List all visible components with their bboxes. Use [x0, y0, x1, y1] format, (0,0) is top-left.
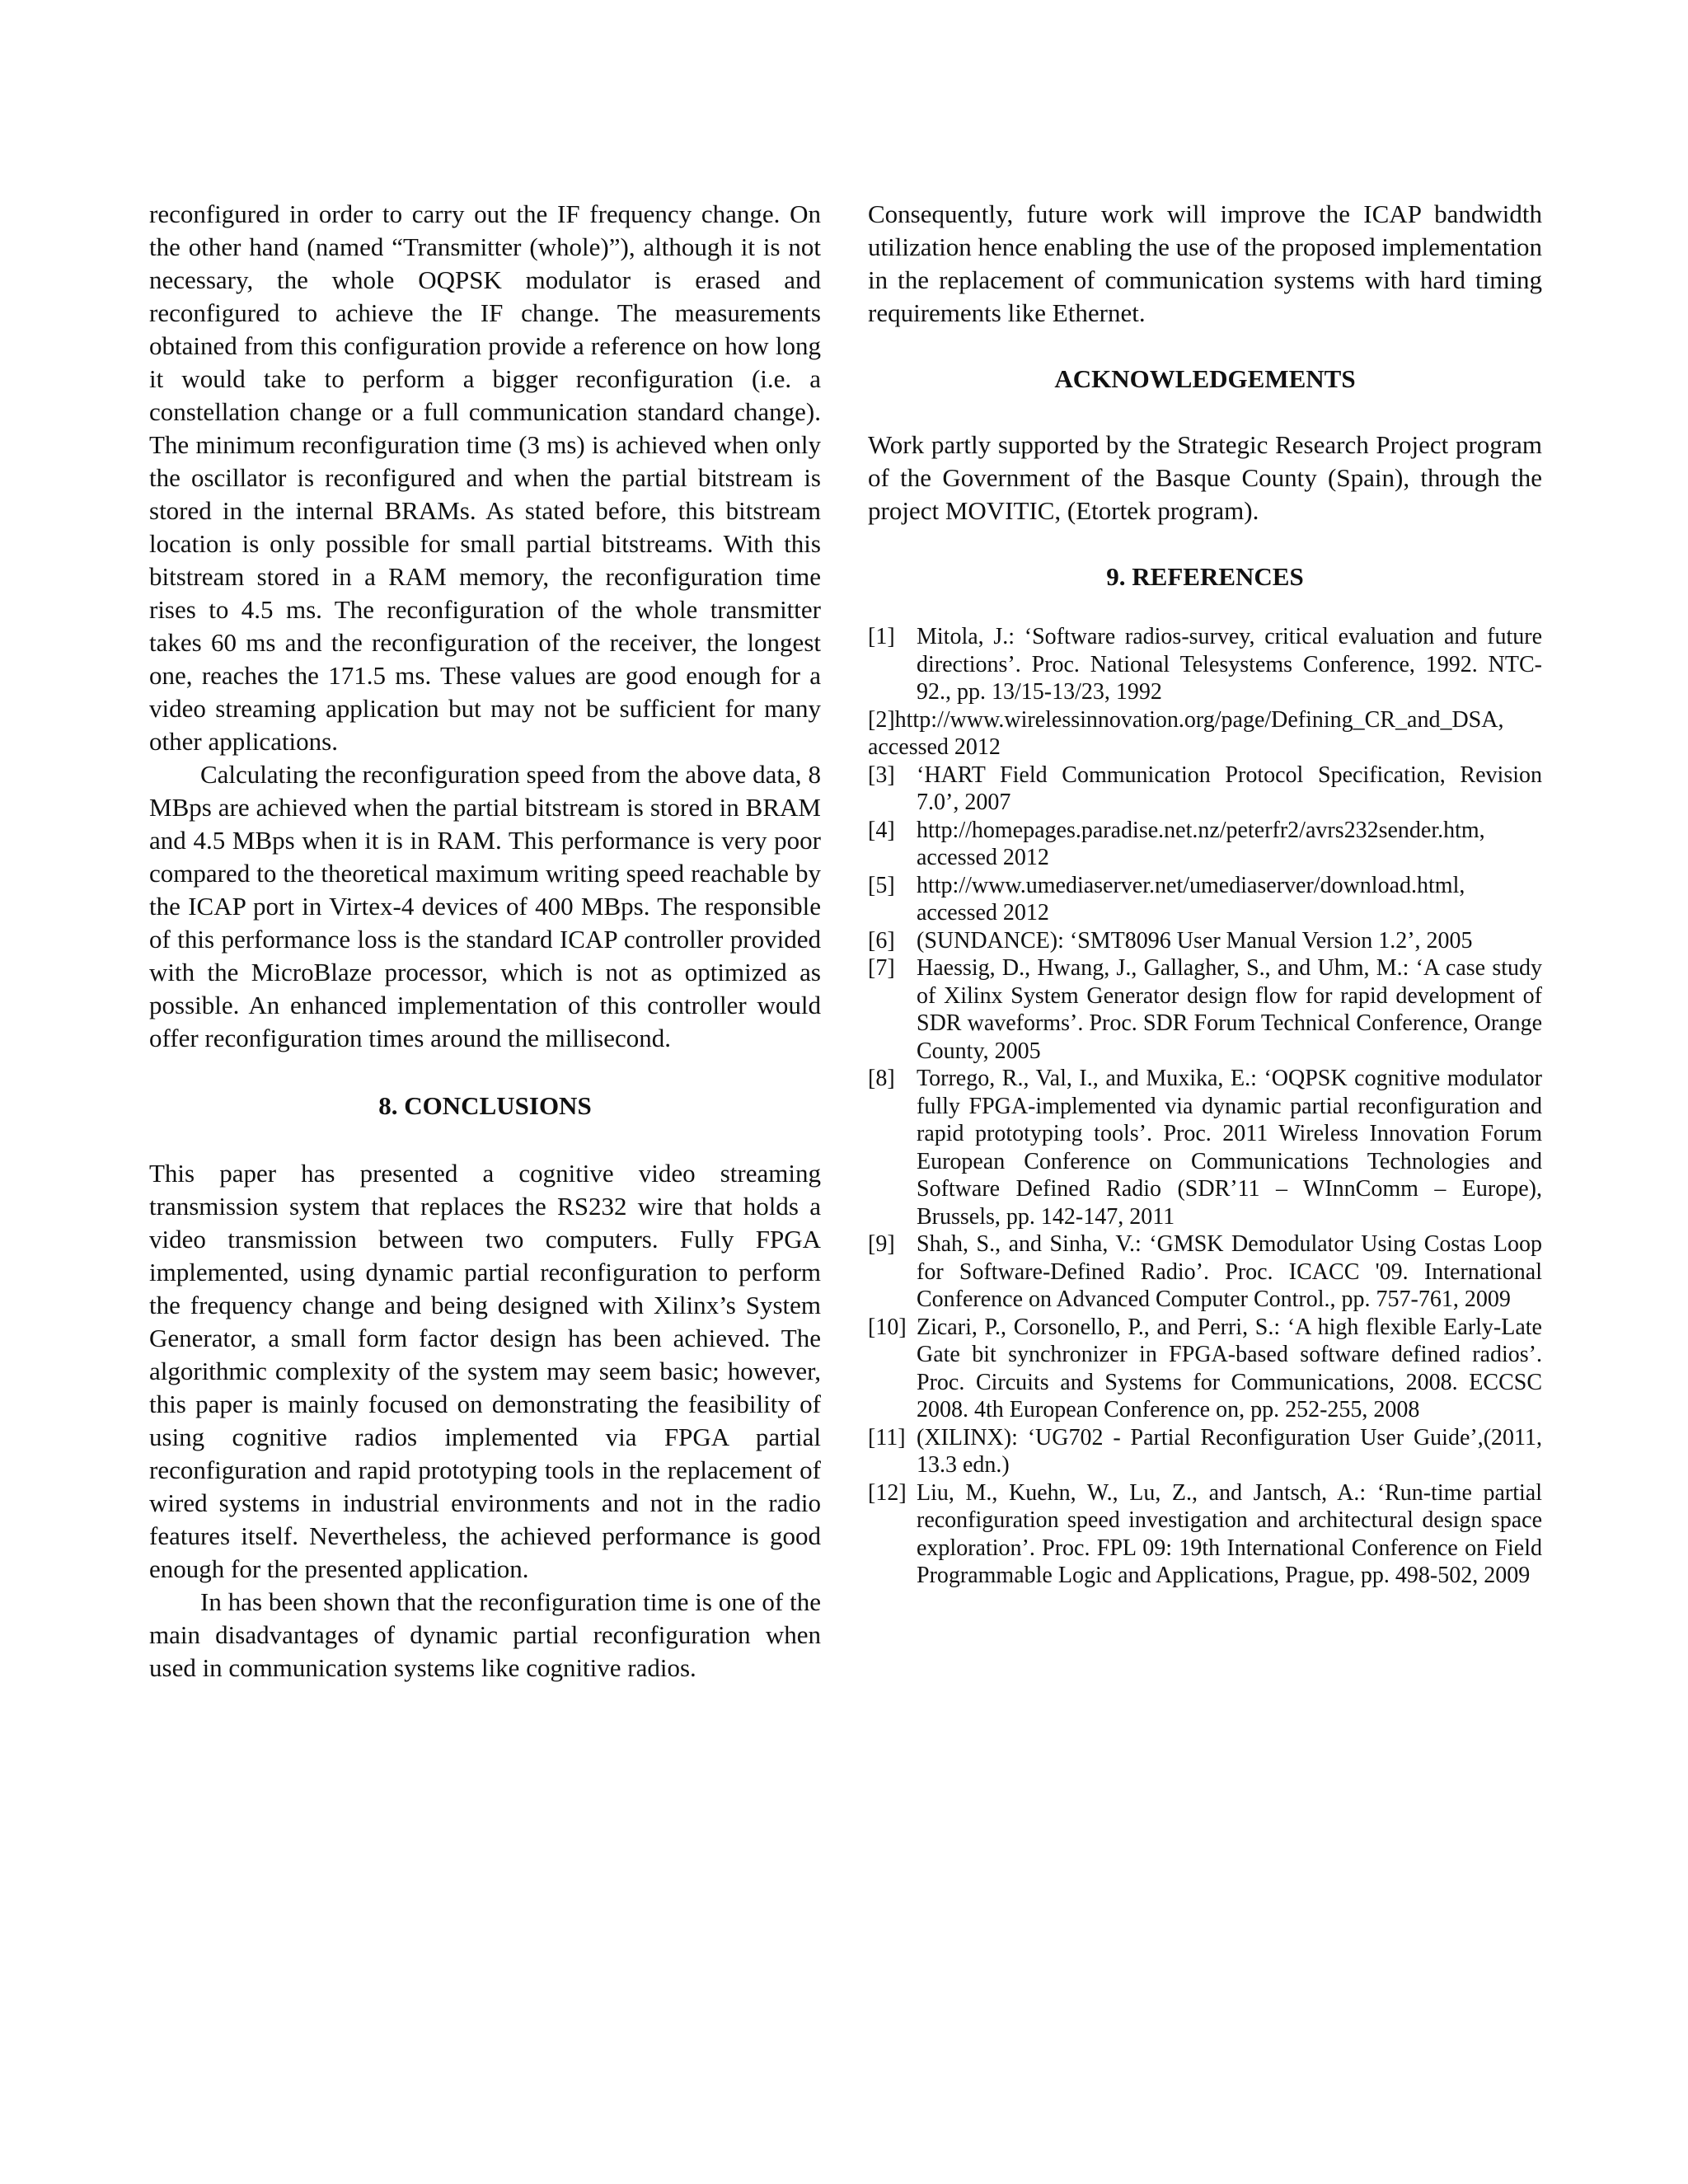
reference-item	[868, 817, 1542, 872]
reference-item	[868, 872, 1542, 927]
reference-number: [2]	[868, 706, 895, 733]
reference-number: [7]	[868, 955, 895, 981]
reference-item	[868, 1230, 1542, 1314]
reference-text: ‘HART Field Communication Protocol Specification, Revision 7.0’, 2007	[917, 762, 1542, 815]
reference-number: [10]	[868, 1314, 907, 1340]
reference-item	[868, 1314, 1542, 1424]
reference-text: (XILINX): ‘UG702 - Partial Reconfiguration User Guide’,(2011, 13.3 edn.)	[917, 1424, 1542, 1478]
reference-text: Liu, M., Kuehn, W., Lu, Z., and Jantsch, A.: ‘Run-time partial reconfiguration speed investigation and architectural design space exploration’. Proc. FPL 09: 19th International Conference on Field Programmable Logic and Applications, Prague, pp. 498-502, 2009	[917, 1479, 1542, 1588]
reference-link[interactable]: http://www.umediaserver.net/umediaserver/download.html, accessed 2012	[917, 872, 1465, 926]
reference-item	[868, 1479, 1542, 1590]
reference-number: [1]	[868, 624, 895, 649]
reference-text: Torrego, R., Val, I., and Muxika, E.: ‘OQPSK cognitive modulator fully FPGA-implemented via dynamic partial reconfiguration and rapid prototyping tools’. Proc. 2011 Wireless Innovation Forum European Conference on Communications Technologies and Software Defined Radio (SDR’11 – WInnComm – Europe), Brussels, pp. 142-147, 2011	[917, 1066, 1542, 1230]
body-paragraph: Calculating the reconfiguration speed from the above data, 8 MBps are achieved when the partial bitstream is stored in BRAM and 4.5 MBps when it is in RAM. This performance is very poor compared to the theoretical maximum writing speed reachable by the ICAP port in Virtex-4 devices of 400 MBps. The responsible of this performance loss is the standard ICAP controller provided with the MicroBlaze processor, which is not as optimized as possible. An enhanced implementation of this controller would offer reconfiguration times around the millisecond.	[149, 760, 821, 1052]
reference-link[interactable]: http://www.wirelessinnovation.org/page/Defining_CR_and_DSA, accessed 2012	[868, 706, 1504, 760]
reference-item	[868, 706, 1542, 762]
reference-item	[868, 623, 1542, 706]
section-heading-conclusions: 8. CONCLUSIONS	[378, 1091, 592, 1120]
reference-item	[868, 954, 1542, 1065]
body-paragraph: reconfigured in order to carry out the IF frequency change. On the other hand (named “Transmitter (whole)”), although it is not necessary, the whole OQPSK modulator is erased and reconfigured to achieve the IF change. The measurements obtained from this configuration provide a reference on how long it would take to perform a bigger reconfiguration (i.e. a constellation change or a full communication standard change). The minimum reconfiguration time (3 ms) is achieved when only the oscillator is reconfigured and when the partial bitstream is stored in the internal BRAMs. As stated before, this bitstream location is only possible for small partial bitstreams. With this bitstream stored in a RAM memory, the reconfiguration time rises to 4.5 ms. The reconfiguration of the whole transmitter takes 60 ms and the reconfiguration of the receiver, the longest one, reaches the 171.5 ms. These values are good enough for a video streaming application but may not be sufficient for many other applications.	[149, 199, 821, 756]
left-column	[149, 198, 821, 1685]
section-heading-references: 9. REFERENCES	[1106, 562, 1304, 591]
reference-number: [9]	[868, 1231, 895, 1257]
reference-list	[868, 623, 1542, 1590]
acknowledgements-text: Work partly supported by the Strategic Research Project program of the Government of the Basque County (Spain), through the project MOVITIC, (Etortek program).	[868, 430, 1542, 525]
reference-item	[868, 1065, 1542, 1230]
reference-number: [6]	[868, 927, 895, 954]
right-column	[868, 198, 1542, 1590]
reference-number: [11]	[868, 1424, 906, 1451]
body-paragraph: This paper has presented a cognitive video streaming transmission system that replaces the RS232 wire that holds a video transmission between two computers. Fully FPGA implemented, using dynamic partial reconfiguration to perform the frequency change and being designed with Xilinx’s System Generator, a small form factor design has been achieved. The algorithmic complexity of the system may seem basic; however, this paper is mainly focused on demonstrating the feasibility of using cognitive radios implemented via FPGA partial reconfiguration and rapid prototyping tools in the replacement of wired systems in industrial environments and not in the radio features itself. Nevertheless, the achieved performance is good enough for the presented application.	[149, 1159, 821, 1583]
reference-item	[868, 1424, 1542, 1479]
reference-item	[868, 927, 1542, 955]
reference-text: Haessig, D., Hwang, J., Gallagher, S., and Uhm, M.: ‘A case study of Xilinx System Generator design flow for rapid development of SDR waveforms’. Proc. SDR Forum Technical Conference, Orange County, 2005	[917, 955, 1542, 1064]
body-paragraph: In has been shown that the reconfiguration time is one of the main disadvantages of dynamic partial reconfiguration when used in communication systems like cognitive radios.	[149, 1587, 821, 1682]
reference-number: [5]	[868, 872, 895, 898]
reference-text: Mitola, J.: ‘Software radios-survey, critical evaluation and future directions’. Proc. National Telesystems Conference, 1992. NTC-92., pp. 13/15-13/23, 1992	[917, 624, 1542, 705]
reference-item	[868, 762, 1542, 817]
reference-number: [4]	[868, 817, 895, 843]
reference-number: [3]	[868, 762, 895, 788]
reference-number: [12]	[868, 1479, 907, 1506]
reference-text: Zicari, P., Corsonello, P., and Perri, S.: ‘A high flexible Early-Late Gate bit synchronizer in FPGA-based software defined radios’. Proc. Circuits and Systems for Communications, 2008. ECCSC 2008. 4th European Conference on, pp. 252-255, 2008	[917, 1314, 1542, 1422]
reference-text: (SUNDANCE): ‘SMT8096 User Manual Version 1.2’, 2005	[917, 927, 1473, 954]
body-paragraph: Consequently, future work will improve the ICAP bandwidth utilization hence enabling the use of the proposed implementation in the replacement of communication systems with hard timing requirements like Ethernet.	[868, 199, 1542, 327]
section-heading-acknowledgements: ACKNOWLEDGEMENTS	[1054, 364, 1356, 393]
reference-link[interactable]: http://homepages.paradise.net.nz/peterfr2/avrs232sender.htm, accessed 2012	[917, 817, 1485, 870]
reference-number: [8]	[868, 1066, 895, 1091]
reference-text: Shah, S., and Sinha, V.: ‘GMSK Demodulator Using Costas Loop for Software-Defined Radio’. Proc. ICACC '09. International Conference on Advanced Computer Control., pp. 757-761, 2009	[917, 1231, 1542, 1312]
